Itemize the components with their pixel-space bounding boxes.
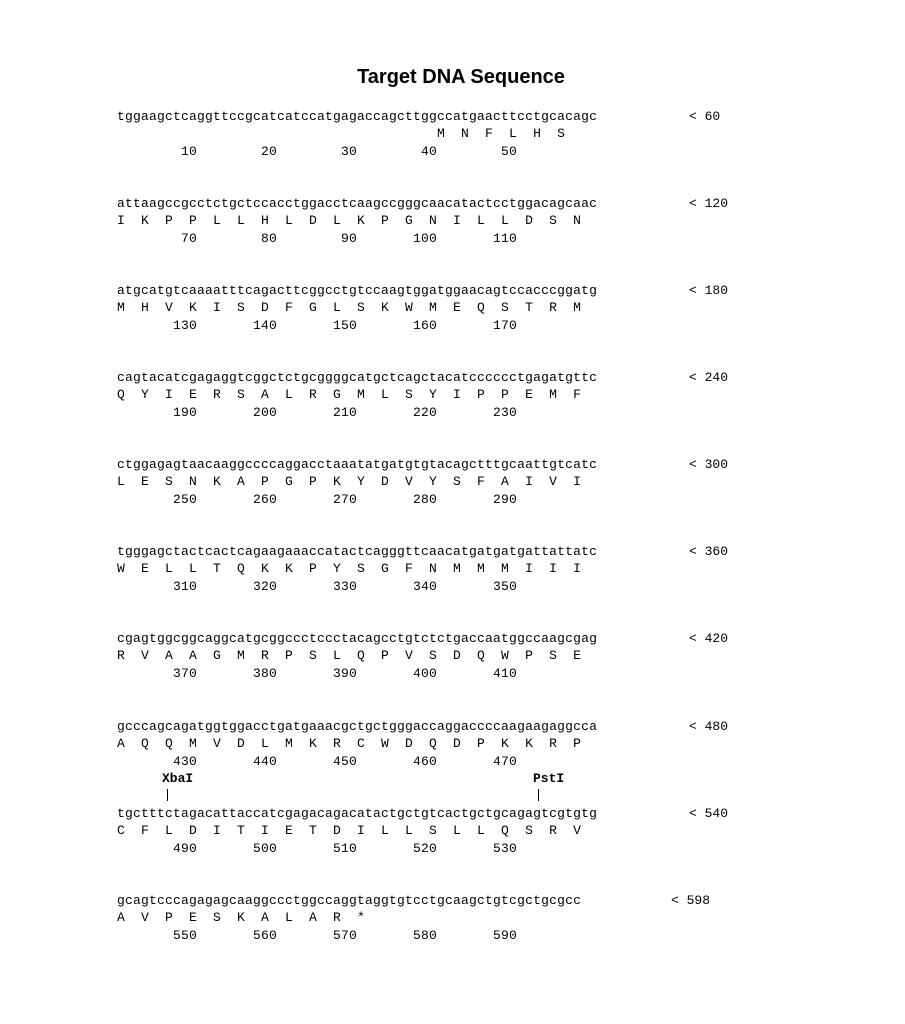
dna-sequence-line: cgagtggcggcaggcatgcggccctccctacagcctgtctctgaccaatggccaagcgag [117, 631, 598, 646]
restriction-site-xbai-marker [167, 789, 168, 801]
dna-sequence-line: tgctttctagacattaccatcgagacagacatactgctgtcactgctgcagagtcgtgtg [117, 806, 598, 821]
end-position-label: < 60 [689, 109, 721, 124]
end-position-label: < 598 [671, 893, 711, 908]
position-ruler: 70 80 90 100 110 [117, 231, 518, 246]
dna-sequence-line: ctggagagtaacaaggccccaggacctaaatatgatgtgtacagctttgcaattgtcatc [117, 457, 598, 472]
restriction-site-psti-label: PstI [533, 771, 565, 786]
amino-acid-line: R V A A G M R P S L Q P V S D Q W P S E [117, 648, 582, 663]
position-ruler: 10 20 30 40 50 [117, 144, 518, 159]
sequence-block [117, 108, 817, 178]
restriction-site-psti-marker [538, 789, 539, 801]
dna-sequence-line: tgggagctactcactcagaagaaaccatactcagggttcaacatgatgatgattattatc [117, 544, 598, 559]
amino-acid-line: M H V K I S D F G L S K W M E Q S T R M [117, 300, 582, 315]
sequence-block [117, 718, 817, 788]
amino-acid-line: C F L D I T I E T D I L L S L L Q S R V [117, 823, 582, 838]
position-ruler: 430 440 450 460 470 [117, 754, 518, 769]
amino-acid-line: W E L L T Q K K P Y S G F N M M M I I I [117, 561, 582, 576]
dna-sequence-line: gcagtcccagagagcaaggccctggccaggtaggtgtcctgcaagctgtcgctgcgcc [117, 893, 582, 908]
amino-acid-line: A V P E S K A L A R * [117, 910, 366, 925]
restriction-site-xbai-label: XbaI [162, 771, 194, 786]
end-position-label: < 180 [689, 283, 729, 298]
position-ruler: 490 500 510 520 530 [117, 841, 518, 856]
amino-acid-line: A Q Q M V D L M K R C W D Q D P K K R P [117, 736, 582, 751]
position-ruler: 370 380 390 400 410 [117, 666, 518, 681]
position-ruler: 130 140 150 160 170 [117, 318, 518, 333]
end-position-label: < 480 [689, 719, 729, 734]
page-title: Target DNA Sequence [357, 66, 565, 88]
end-position-label: < 120 [689, 196, 729, 211]
sequence-block [117, 892, 817, 962]
position-ruler: 310 320 330 340 350 [117, 579, 518, 594]
sequence-block [117, 456, 817, 526]
position-ruler: 550 560 570 580 590 [117, 928, 518, 943]
end-position-label: < 360 [689, 544, 729, 559]
sequence-block [117, 282, 817, 352]
sequence-block [117, 195, 817, 265]
position-ruler: 190 200 210 220 230 [117, 405, 518, 420]
amino-acid-line: L E S N K A P G P K Y D V Y S F A I V I [117, 474, 582, 489]
dna-sequence-line: gcccagcagatggtggacctgatgaaacgctgctgggaccaggaccccaagaagaggcca [117, 719, 598, 734]
position-ruler: 250 260 270 280 290 [117, 492, 518, 507]
dna-sequence-line: attaagccgcctctgctccacctggacctcaagccgggcaacatactcctggacagcaac [117, 196, 598, 211]
dna-sequence-line: tggaagctcaggttccgcatcatccatgagaccagcttggccatgaacttcctgcacagc [117, 109, 598, 124]
end-position-label: < 540 [689, 806, 729, 821]
sequence-block [117, 369, 817, 439]
sequence-block [117, 543, 817, 613]
sequence-block [117, 805, 817, 875]
amino-acid-line: Q Y I E R S A L R G M L S Y I P P E M F [117, 387, 582, 402]
sequence-block [117, 630, 817, 700]
end-position-label: < 420 [689, 631, 729, 646]
dna-sequence-line: atgcatgtcaaaatttcagacttcggcctgtccaagtggatggaacagtccacccggatg [117, 283, 598, 298]
amino-acid-line: M N F L H S [117, 126, 566, 141]
amino-acid-line: I K P P L L H L D L K P G N I L L D S N [117, 213, 582, 228]
dna-sequence-line: cagtacatcgagaggtcggctctgcggggcatgctcagctacatcccccctgagatgttc [117, 370, 598, 385]
end-position-label: < 240 [689, 370, 729, 385]
end-position-label: < 300 [689, 457, 729, 472]
